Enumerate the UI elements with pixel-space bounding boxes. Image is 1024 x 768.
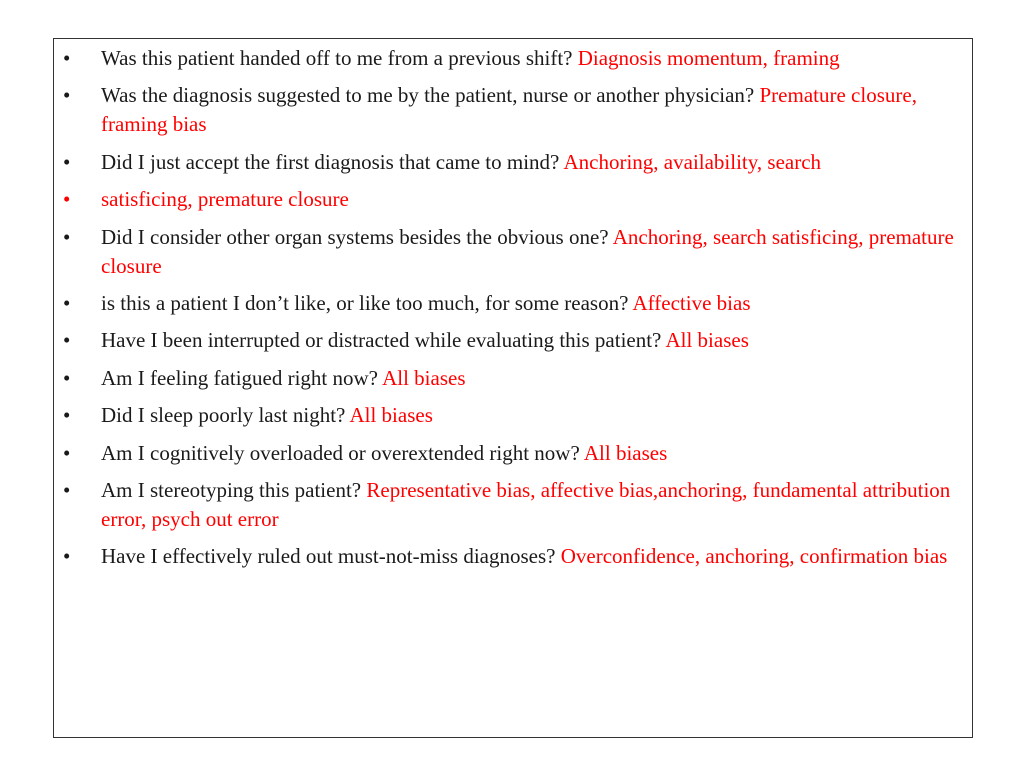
list-item bbox=[54, 44, 972, 73]
list-item bbox=[54, 542, 972, 571]
question-text: Am I cognitively overloaded or overextended right now? bbox=[101, 440, 584, 465]
bullet-dot: • bbox=[63, 224, 71, 249]
bias-text: Diagnosis momentum, framing bbox=[577, 46, 840, 70]
question-text: is this a patient I don’t like, or like too much, for some reason? bbox=[101, 290, 633, 315]
bias-text: Anchoring, availability, search bbox=[563, 149, 822, 174]
bullet-dot: • bbox=[63, 83, 71, 108]
bias-text: Anchoring, search satisficing, premature closure bbox=[101, 224, 954, 278]
bullet-dot: • bbox=[63, 403, 71, 428]
bias-text: All biases bbox=[349, 403, 433, 428]
question-text: Have I effectively ruled out must-not-miss diagnoses? bbox=[101, 544, 561, 569]
bullet-dot: • bbox=[63, 187, 71, 212]
bullet-dot: • bbox=[63, 477, 71, 502]
list-item bbox=[54, 439, 972, 468]
list-item bbox=[54, 289, 972, 318]
list-item bbox=[54, 223, 972, 281]
question-text: Did I sleep poorly last night? bbox=[101, 403, 350, 428]
question-text: Have I been interrupted or distracted while evaluating this patient? bbox=[101, 328, 666, 353]
list-item bbox=[54, 476, 972, 534]
question-text: Did I consider other organ systems besides the obvious one? bbox=[101, 224, 613, 249]
bullet-dot: • bbox=[63, 365, 71, 390]
bias-text: satisficing, premature closure bbox=[101, 187, 349, 212]
list-item bbox=[54, 401, 972, 430]
list-item bbox=[54, 148, 972, 177]
question-text: Did I just accept the first diagnosis that came to mind? bbox=[101, 149, 564, 174]
content-frame bbox=[53, 38, 973, 738]
list-item bbox=[54, 185, 972, 214]
bullet-dot: • bbox=[63, 440, 71, 465]
question-text: Was this patient handed off to me from a previous shift? bbox=[101, 46, 578, 70]
question-text: Was the diagnosis suggested to me by the patient, nurse or another physician? bbox=[101, 83, 760, 108]
question-text: Am I stereotyping this patient? bbox=[101, 477, 367, 502]
bias-text: Premature closure, framing bias bbox=[101, 83, 917, 137]
bias-text: All biases bbox=[665, 328, 749, 353]
bias-text: Representative bias, affective bias,anchoring, fundamental attribution error, psych out error bbox=[101, 477, 951, 531]
bullet-dot: • bbox=[63, 46, 71, 70]
bullet-dot: • bbox=[63, 544, 71, 569]
bias-text: Overconfidence, anchoring, confirmation bias bbox=[560, 544, 948, 569]
bias-text: All biases bbox=[583, 440, 668, 465]
bullet-dot: • bbox=[63, 149, 71, 174]
bullet-dot: • bbox=[63, 328, 71, 353]
bias-text: All biases bbox=[382, 365, 466, 390]
bullet-dot: • bbox=[63, 290, 71, 315]
list-item bbox=[54, 326, 972, 355]
list-item bbox=[54, 81, 972, 139]
bullet-list bbox=[54, 44, 972, 580]
list-item bbox=[54, 364, 972, 393]
question-text: Am I feeling fatigued right now? bbox=[101, 365, 383, 390]
bias-text: Affective bias bbox=[632, 290, 751, 315]
